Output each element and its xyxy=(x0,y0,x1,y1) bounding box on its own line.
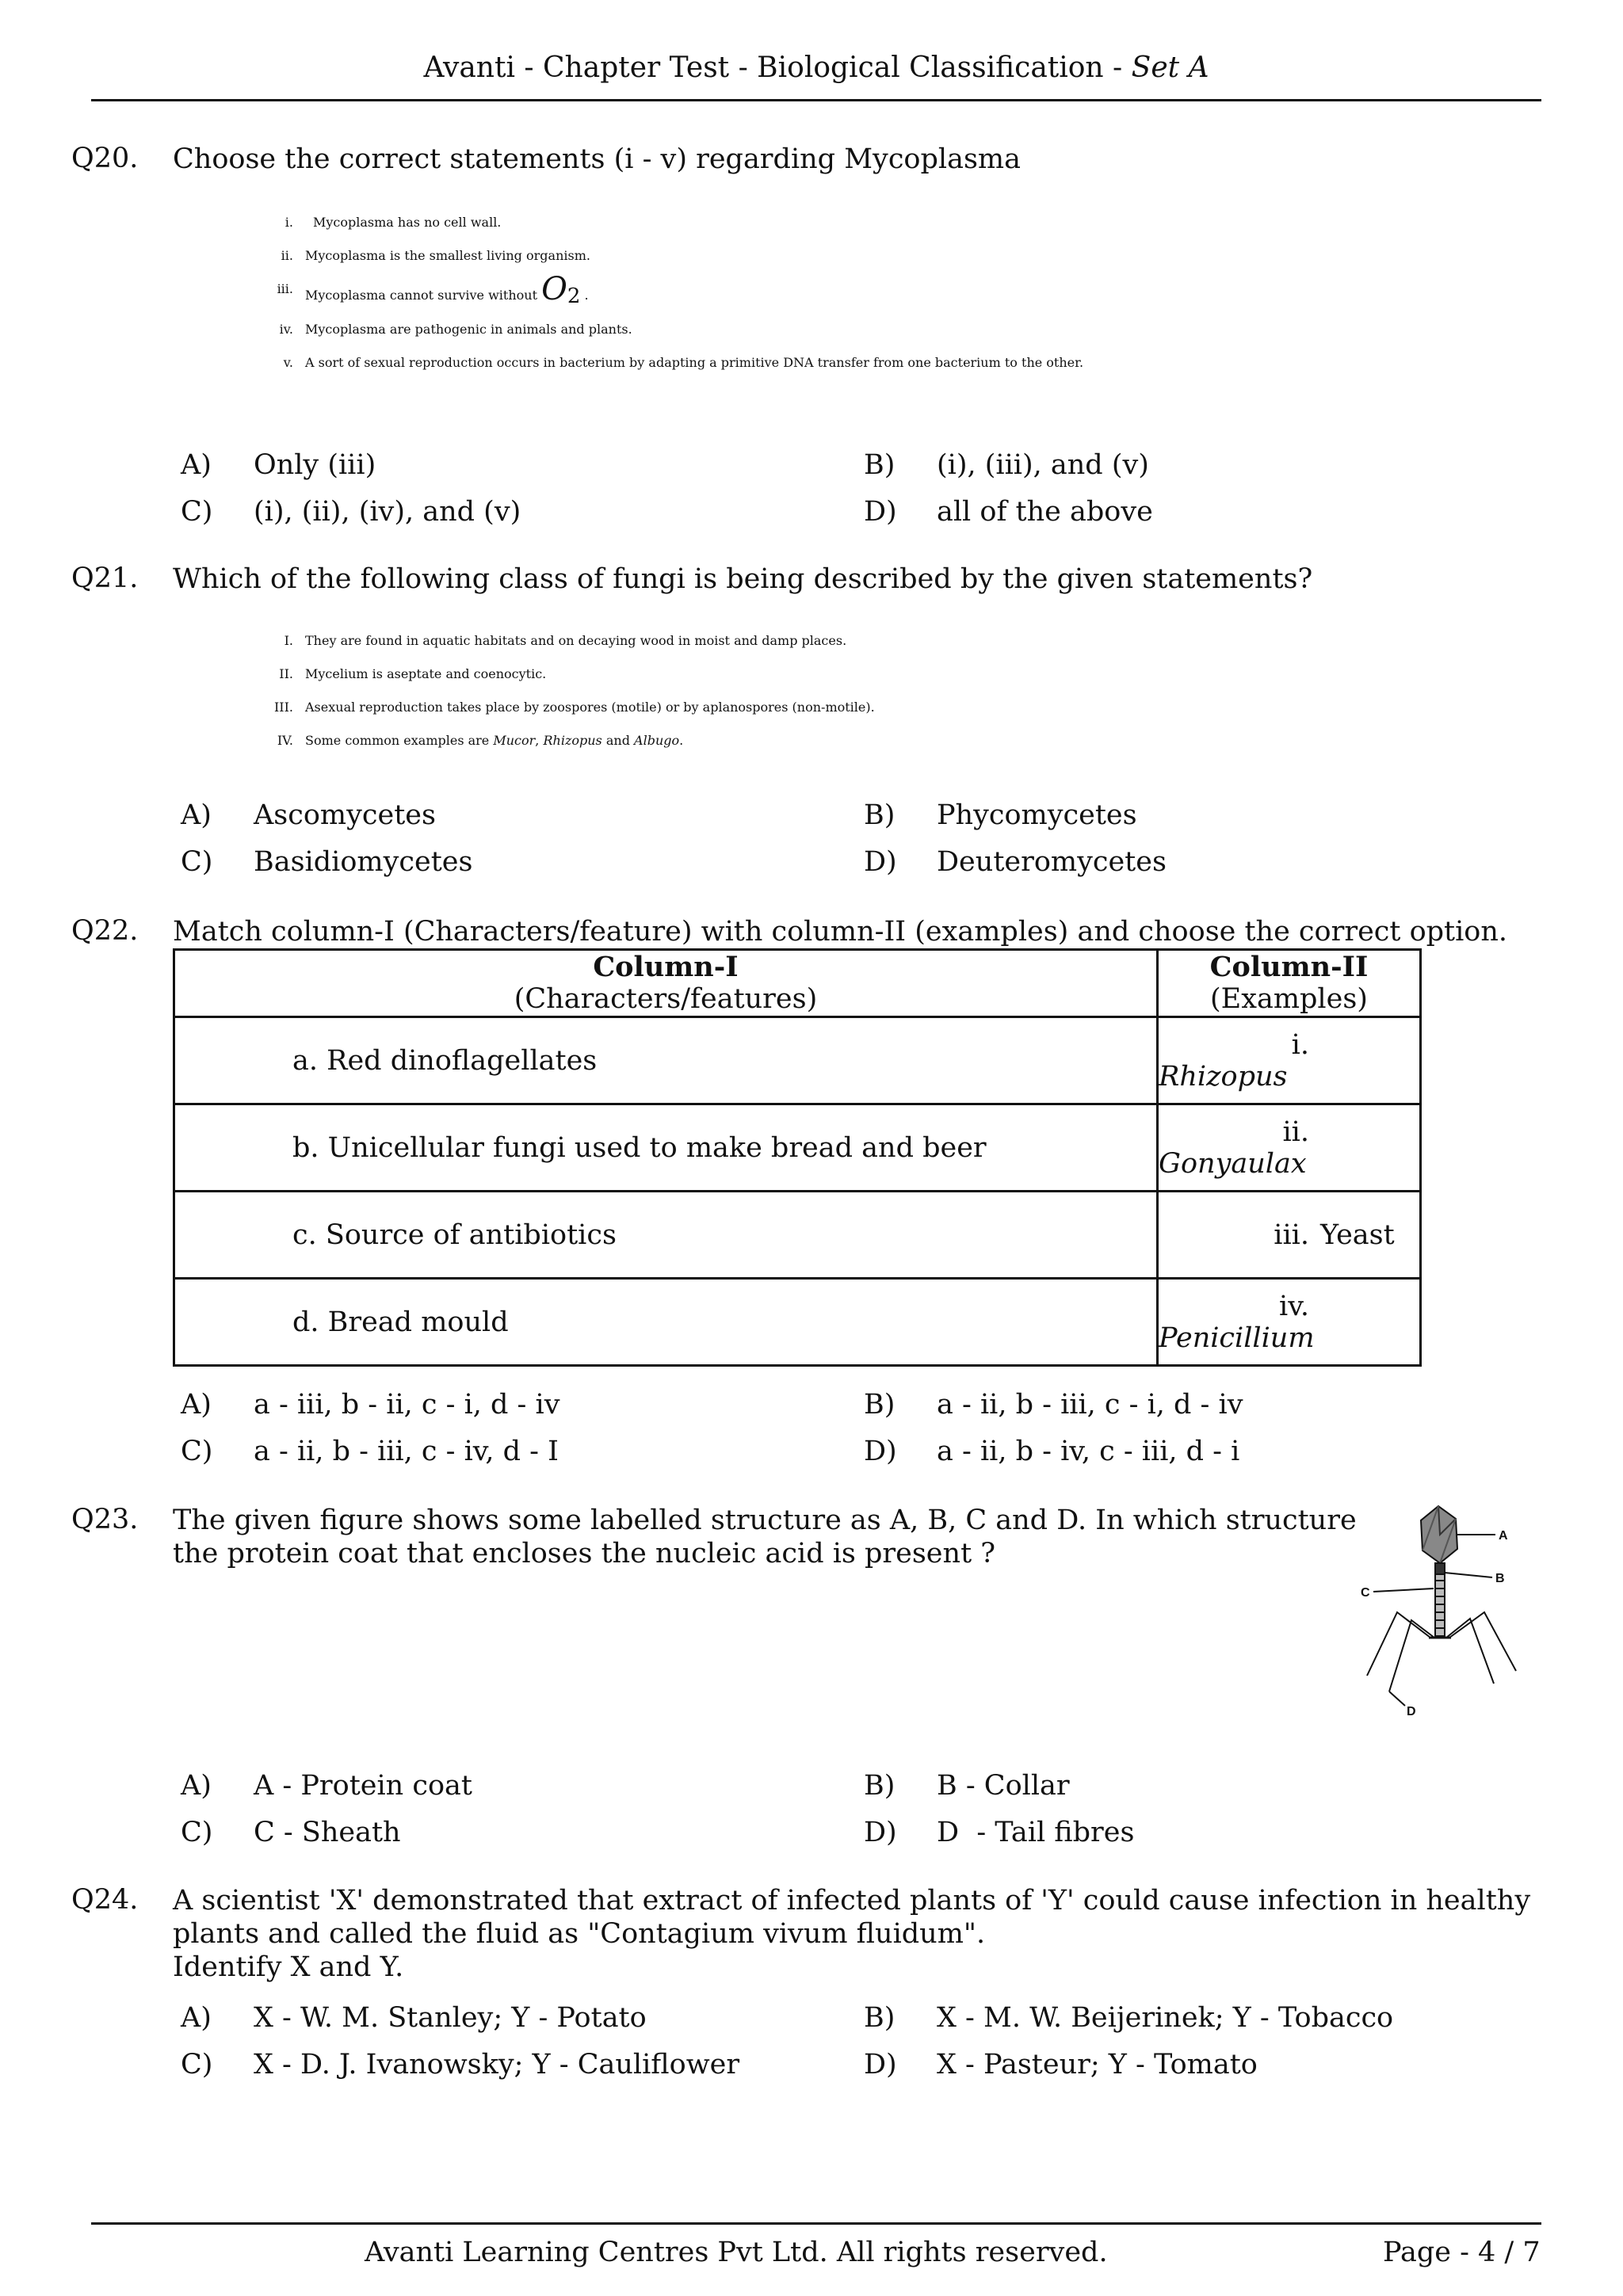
table-row xyxy=(174,1104,1421,1192)
question-text: The given figure shows some labelled structure as A, B, C and D. In which structure the protein coat that encloses the nucleic acid is present ? xyxy=(173,1505,1357,1569)
tail-fibre xyxy=(1367,1612,1430,1676)
statement: IV. Some common examples are Mucor, Rhizopus and Albugo. xyxy=(277,733,684,748)
label-b: B xyxy=(1495,1572,1505,1585)
question-number: Q21. xyxy=(71,563,139,594)
statement: I. They are found in aquatic habitats and on decaying wood in moist and damp places. xyxy=(284,633,847,648)
question-number: Q20. xyxy=(71,143,139,174)
label-c: C xyxy=(1361,1586,1370,1600)
table-cell: ii.Gonyaulax xyxy=(1158,1104,1421,1192)
match-table xyxy=(173,948,1422,1367)
footer-divider xyxy=(91,2222,1541,2225)
statement: v. A sort of sexual reproduction occurs in bacterium by adapting a primitive DNA transfer from one bacterium to the other. xyxy=(283,355,1084,371)
question-number: Q22. xyxy=(71,915,139,947)
header-set: Set A xyxy=(1131,51,1209,84)
bacteriophage-figure xyxy=(1359,1501,1529,1739)
o2-subscript: 2 xyxy=(567,284,581,309)
table-cell: iv.Penicillium xyxy=(1158,1279,1421,1366)
table-row xyxy=(174,1279,1421,1366)
label-a: A xyxy=(1499,1529,1508,1543)
statement: i. Mycoplasma has no cell wall. xyxy=(285,215,502,230)
footer-copyright: Avanti Learning Centres Pvt Ltd. All rights reserved. xyxy=(365,2237,1108,2268)
table-cell: i.Rhizopus xyxy=(1158,1017,1421,1104)
header-title: Avanti - Chapter Test - Biological Classification - xyxy=(423,51,1132,84)
statement: iv. Mycoplasma are pathogenic in animals and plants. xyxy=(279,322,632,338)
label-d: D xyxy=(1407,1705,1416,1718)
question-text: Which of the following class of fungi is being described by the given statements? xyxy=(173,563,1313,595)
statement: ii. Mycoplasma is the smallest living organism. xyxy=(281,248,590,263)
table-cell: c. Source of antibiotics xyxy=(174,1192,1158,1279)
question-text: Match column-I (Characters/feature) with column-II (examples) and choose the correct option. xyxy=(173,916,1508,948)
o2-formula: O xyxy=(541,271,567,307)
statement: iii. Mycoplasma cannot survive without $O_2$ . xyxy=(277,271,589,309)
page-header xyxy=(91,48,1541,101)
table-row xyxy=(174,1017,1421,1104)
question-text: A scientist 'X' demonstrated that extract of infected plants of 'Y' could cause infection in healthy plants and called the fluid as "Contagium vivum fluidum". Identify X and Y. xyxy=(173,1885,1531,1983)
column-2-header: Column-II (Examples) xyxy=(1158,950,1421,1017)
table-cell: b. Unicellular fungi used to make bread and beer xyxy=(174,1104,1158,1192)
tail-fibre xyxy=(1449,1612,1516,1671)
table-cell: iii. Yeast xyxy=(1158,1192,1421,1279)
column-1-header: Column-I (Characters/features) xyxy=(174,950,1158,1017)
tail-fibre xyxy=(1446,1619,1494,1684)
table-row xyxy=(174,1192,1421,1279)
table-cell: d. Bread mould xyxy=(174,1279,1158,1366)
q20-statements xyxy=(230,206,1518,379)
page-number: Page - 4 / 7 xyxy=(1383,2237,1541,2268)
q21-statements xyxy=(230,624,875,757)
question-text: Choose the correct statements (i - v) regarding Mycoplasma xyxy=(173,143,1021,175)
table-cell: a. Red dinoflagellates xyxy=(174,1017,1158,1104)
tail-fibre xyxy=(1389,1620,1434,1691)
statement: II. Mycelium is aseptate and coenocytic. xyxy=(279,666,547,681)
question-number: Q24. xyxy=(71,1884,139,1916)
phage-collar xyxy=(1435,1563,1445,1574)
statement: III. Asexual reproduction takes place by zoospores (motile) or by aplanospores (non-motile). xyxy=(273,700,875,715)
question-number: Q23. xyxy=(71,1504,139,1535)
table-header-row xyxy=(174,950,1421,1017)
